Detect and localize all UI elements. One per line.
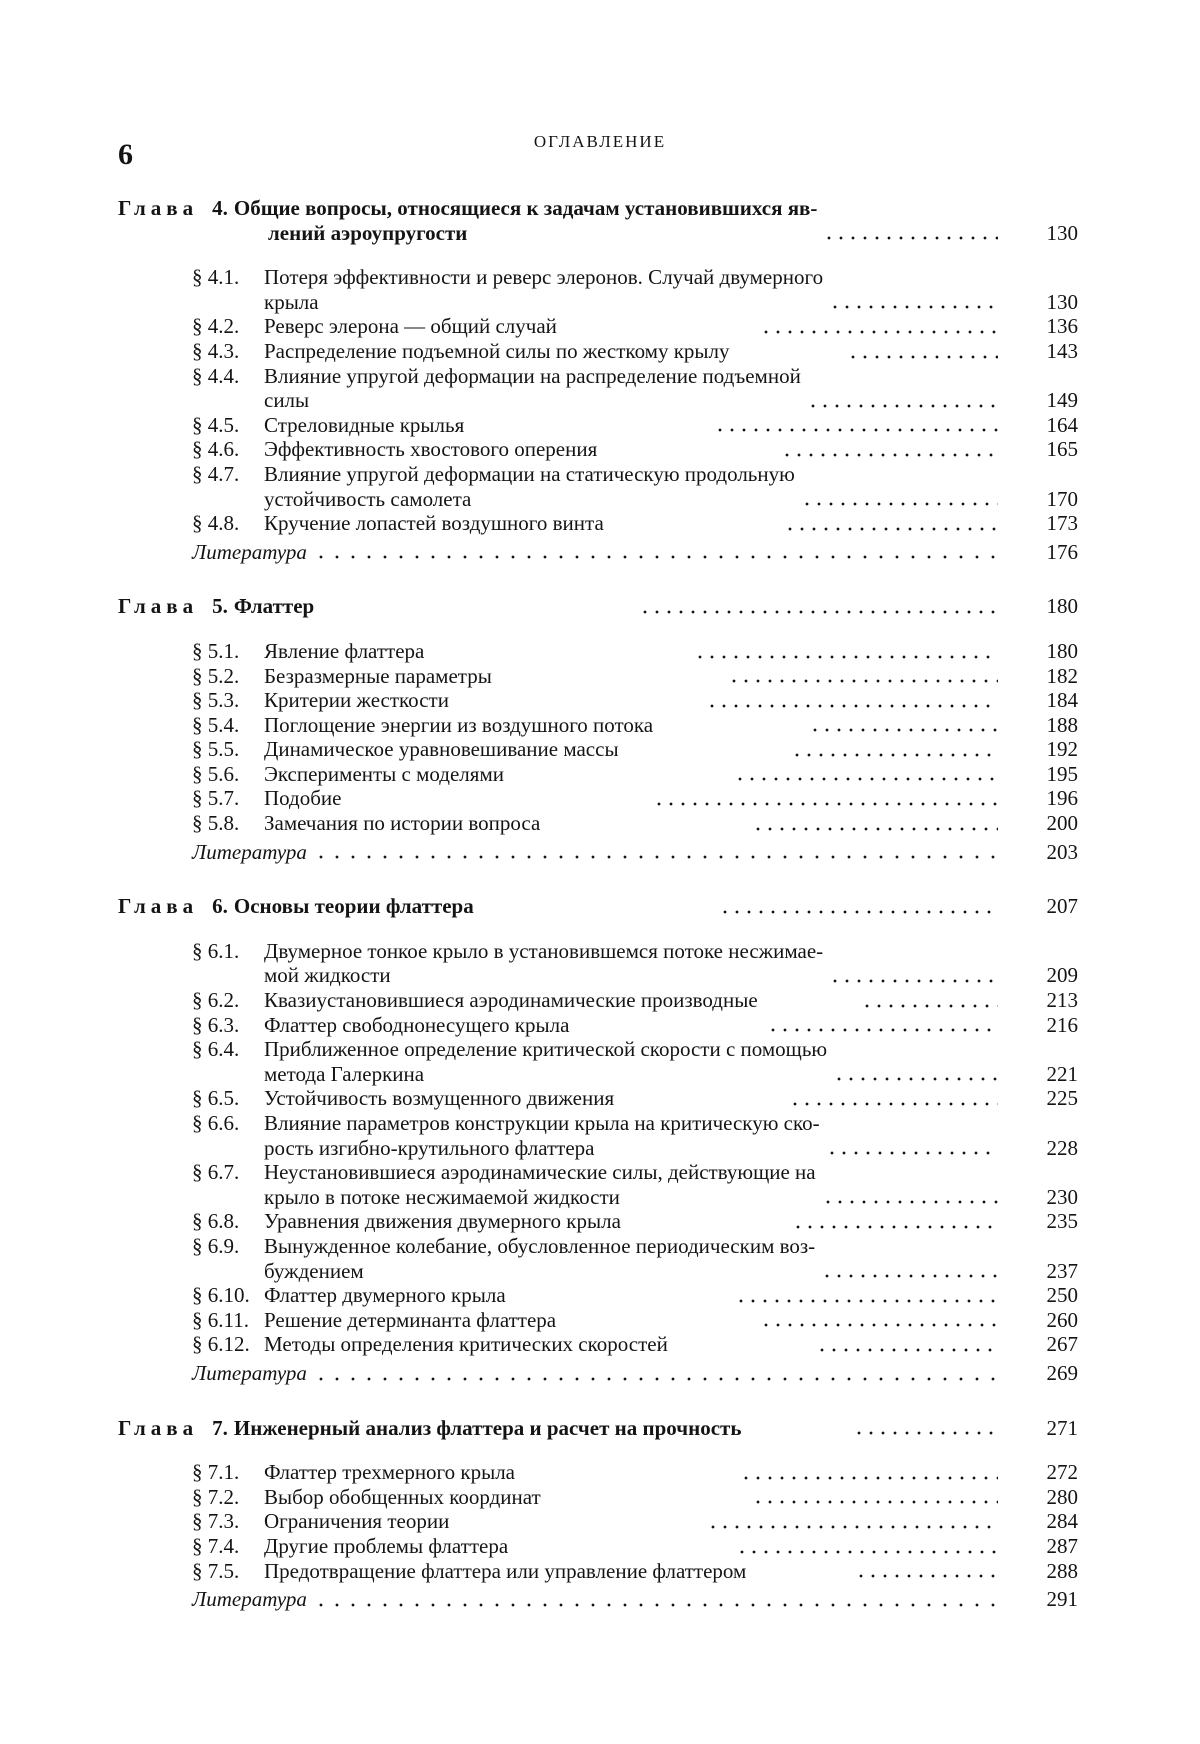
dot-leader (707, 1512, 998, 1530)
section-number: § 6.10. (192, 1283, 250, 1308)
page-ref: 225 (1046, 1086, 1078, 1111)
page-ref: 136 (1046, 314, 1078, 339)
page-ref: 237 (1046, 1258, 1078, 1283)
section-entry (118, 1460, 1078, 1485)
section-number: § 5.1. (192, 638, 240, 663)
section-entry (118, 437, 1078, 462)
dot-leader (791, 740, 998, 758)
page-ref: 250 (1046, 1283, 1078, 1308)
section-text (192, 713, 803, 738)
section-entry (118, 939, 1078, 988)
dot-leader (826, 1138, 998, 1156)
section-title: Критерии жесткости (264, 688, 449, 713)
page-ref: 196 (1046, 786, 1078, 811)
section-entry (118, 1234, 1078, 1283)
dot-leader (822, 1187, 998, 1205)
section-entry (118, 1037, 1078, 1086)
section-title: Распределение подъемной силы по жесткому крылу (264, 338, 730, 363)
section-entry (118, 1013, 1078, 1038)
section-entry (118, 462, 1078, 511)
section-title: Динамическое уравновешивание массы (264, 737, 619, 762)
section-number: § 6.5. (192, 1086, 240, 1111)
dot-leader (639, 597, 998, 615)
section-text (192, 413, 708, 438)
section-title: Вынужденное колебание, обусловленное периодическим воз- (264, 1233, 816, 1258)
chapter-block (118, 1416, 1078, 1612)
running-head: ОГЛАВЛЕНИЕ (533, 132, 667, 151)
dot-leader (801, 489, 998, 507)
section-title: Влияние упругой деформации на распределение подъемной (264, 363, 801, 388)
section-entry (118, 1534, 1078, 1559)
chapter-title: Флаттер (233, 594, 315, 619)
section-number: § 7.3. (192, 1509, 240, 1534)
section-text (192, 364, 801, 413)
dot-leader (752, 1487, 998, 1505)
chapter-block (118, 894, 1078, 1385)
section-number: § 5.3. (192, 688, 240, 713)
section-text (192, 314, 754, 339)
dot-leader (807, 391, 998, 409)
section-text (192, 1209, 786, 1234)
page-ref: 291 (1046, 1587, 1078, 1612)
page-ref: 149 (1046, 388, 1078, 413)
section-number: § 6.11. (192, 1307, 249, 1332)
section-title: Влияние параметров конструкции крыла на критическую ско- (264, 1111, 820, 1135)
section-number: § 5.8. (192, 811, 240, 836)
page-ref: 203 (1046, 839, 1078, 864)
section-text (192, 1485, 746, 1510)
section-entry (118, 1283, 1078, 1308)
dot-leader (829, 292, 998, 310)
section-title: Кручение лопастей воздушного винта (264, 511, 604, 536)
dot-leader (719, 897, 998, 915)
page-ref: 188 (1046, 712, 1078, 737)
literature-entry (118, 840, 1078, 865)
section-number: § 6.7. (192, 1160, 240, 1185)
section-number: § 4.2. (192, 314, 240, 339)
section-title: Реверс элерона — общий случай (264, 314, 557, 339)
dot-leader (740, 1463, 999, 1481)
page-ref: 165 (1046, 437, 1078, 462)
section-title-continued: метода Галеркина (264, 1061, 425, 1086)
section-title: Ограничения теории (264, 1509, 450, 1534)
section-number: § 6.3. (192, 1012, 240, 1037)
chapter-label: Глава (118, 594, 199, 619)
section-title: Неустановившиеся аэродинамические силы, действующие на (264, 1160, 816, 1185)
section-text (192, 265, 823, 314)
dot-leader (313, 842, 998, 860)
page-ref: 287 (1046, 1533, 1078, 1558)
dot-leader (781, 440, 998, 458)
page-ref: 130 (1046, 220, 1078, 245)
section-entry (118, 1509, 1078, 1534)
dot-leader (855, 1561, 998, 1579)
dot-leader (816, 1335, 998, 1353)
section-text (192, 811, 746, 836)
section-title: Устойчивость возмущенного движения (264, 1086, 615, 1111)
section-number: § 6.9. (192, 1233, 240, 1258)
section-text (192, 639, 688, 664)
section-entry (118, 1559, 1078, 1584)
page-ref: 280 (1046, 1484, 1078, 1509)
dot-leader (789, 1089, 998, 1107)
chapter-heading-text (118, 1416, 847, 1441)
dot-leader (760, 317, 998, 335)
section-entry (118, 1308, 1078, 1333)
page-ref: 267 (1046, 1332, 1078, 1357)
section-title-continued: буждением (264, 1258, 364, 1283)
section-text (192, 688, 700, 713)
section-entry (118, 688, 1078, 713)
dot-leader (784, 514, 998, 532)
chapter-block (118, 594, 1078, 864)
section-text (192, 1308, 754, 1333)
section-title: Стреловидные крылья (264, 412, 465, 437)
page-ref: 207 (1046, 894, 1078, 919)
page-ref: 271 (1046, 1415, 1078, 1440)
section-number: § 5.4. (192, 712, 240, 737)
section-text (192, 1111, 820, 1160)
chapter-heading-text (118, 894, 713, 919)
dot-leader (792, 1212, 998, 1230)
chapter-number: 4. (212, 196, 228, 220)
page-ref: 173 (1046, 511, 1078, 536)
section-text (192, 437, 775, 462)
section-number: § 7.1. (192, 1460, 240, 1485)
dot-leader (694, 642, 998, 660)
chapter-heading (118, 196, 1078, 245)
section-entry (118, 1209, 1078, 1234)
dot-leader (313, 542, 998, 560)
chapter-title: Инженерный анализ флаттера и расчет на прочность (233, 1415, 742, 1440)
section-text (192, 1460, 734, 1485)
section-number: § 4.8. (192, 511, 240, 536)
section-title: Флаттер двумерного крыла (264, 1283, 506, 1308)
section-title: Влияние упругой деформации на статическую продольную (264, 461, 795, 486)
dot-leader (706, 691, 998, 709)
section-number: § 5.2. (192, 663, 240, 688)
section-number: § 4.6. (192, 437, 240, 462)
section-title: Приближенное определение критической скорости с помощью (264, 1037, 828, 1062)
section-number: § 7.2. (192, 1484, 240, 1509)
section-text (192, 339, 841, 364)
dot-leader (735, 1286, 998, 1304)
section-text (192, 462, 795, 511)
section-number: § 4.1. (192, 265, 240, 290)
page-ref: 164 (1046, 412, 1078, 437)
section-title: Двумерное тонкое крыло в установившемся потоке несжимае- (264, 938, 824, 963)
dot-leader (752, 814, 998, 832)
page-ref: 221 (1046, 1061, 1078, 1086)
page-ref: 216 (1046, 1012, 1078, 1037)
section-text (192, 1332, 810, 1357)
dot-leader (736, 1537, 998, 1555)
section-title: Другие проблемы флаттера (264, 1533, 509, 1558)
section-text (192, 1037, 827, 1086)
section-title: Эффективность хвостового оперения (264, 437, 598, 462)
dot-leader (714, 415, 998, 433)
section-text (192, 1509, 701, 1534)
page-ref: 200 (1046, 811, 1078, 836)
chapter-title-continued: лений аэроупругости (268, 220, 468, 245)
section-number: § 4.4. (192, 363, 240, 388)
literature-label: Литература (192, 1360, 307, 1385)
page-ref: 228 (1046, 1135, 1078, 1160)
chapter-heading-text (118, 594, 633, 619)
section-entry (118, 339, 1078, 364)
section-text (192, 737, 785, 762)
section-entry (118, 511, 1078, 536)
section-entry (118, 1332, 1078, 1357)
literature-entry (118, 540, 1078, 565)
section-title: Предотвращение флаттера или управление флаттером (264, 1558, 747, 1583)
section-text (192, 1013, 761, 1038)
page-ref: 130 (1046, 289, 1078, 314)
section-number: § 6.1. (192, 938, 240, 963)
section-title-continued: крыло в потоке несжимаемой жидкости (264, 1184, 620, 1209)
page-ref: 195 (1046, 761, 1078, 786)
section-entry (118, 1111, 1078, 1160)
section-entry (118, 811, 1078, 836)
section-title: Эксперименты с моделями (264, 761, 504, 786)
dot-leader (728, 666, 998, 684)
chapter-heading-text (118, 196, 817, 245)
chapter-number: 7. (212, 1415, 228, 1440)
section-title-continued: рость изгибно-крутильного флаттера (264, 1135, 595, 1160)
page-number: 6 (118, 138, 133, 171)
section-text (192, 1234, 815, 1283)
chapter-label: Глава (118, 1415, 199, 1440)
section-text (192, 1086, 783, 1111)
section-entry (118, 786, 1078, 811)
section-title-continued: крыла (264, 289, 319, 314)
section-entry (118, 1086, 1078, 1111)
page-ref: 143 (1046, 338, 1078, 363)
chapter-block (118, 196, 1078, 564)
page-ref: 180 (1046, 638, 1078, 663)
dot-leader (823, 223, 998, 241)
chapter-label: Глава (118, 196, 199, 220)
dot-leader (809, 715, 998, 733)
chapter-title: Основы теории флаттера (233, 894, 474, 919)
section-number: § 6.8. (192, 1209, 240, 1234)
chapter-heading (118, 1416, 1078, 1441)
page-ref: 213 (1046, 988, 1078, 1013)
section-title: Безразмерные параметры (264, 663, 492, 688)
section-text (192, 664, 722, 689)
section-number: § 6.6. (192, 1111, 240, 1135)
dot-leader (853, 1418, 998, 1436)
section-text (192, 1283, 729, 1308)
page-ref: 184 (1046, 688, 1078, 713)
section-title-continued: устойчивость самолета (264, 486, 472, 511)
dot-leader (829, 966, 998, 984)
section-title: Квазиустановившиеся аэродинамические производные (264, 988, 758, 1013)
section-entry (118, 1160, 1078, 1209)
section-entry (118, 762, 1078, 787)
dot-leader (861, 991, 998, 1009)
section-text (192, 939, 823, 988)
section-text (192, 511, 778, 536)
section-entry (118, 265, 1078, 314)
section-title: Флаттер свободнонесущего крыла (264, 1012, 570, 1037)
dot-leader (767, 1015, 998, 1033)
section-title: Методы определения критических скоростей (264, 1332, 668, 1357)
section-title-continued: силы (264, 388, 310, 413)
dot-leader (734, 764, 998, 782)
chapter-label: Глава (118, 894, 199, 919)
section-title: Решение детерминанта флаттера (264, 1307, 557, 1332)
page-ref: 260 (1046, 1307, 1078, 1332)
literature-entry (118, 1361, 1078, 1386)
section-number: § 4.7. (192, 461, 240, 486)
dot-leader (653, 789, 998, 807)
section-number: § 6.2. (192, 988, 240, 1013)
dot-leader (760, 1310, 998, 1328)
chapter-heading (118, 894, 1078, 919)
page-ref: 170 (1046, 486, 1078, 511)
section-entry (118, 1485, 1078, 1510)
section-number: § 5.6. (192, 761, 240, 786)
section-text (192, 1160, 816, 1209)
page-ref: 176 (1046, 539, 1078, 564)
chapter-number: 6. (212, 894, 228, 919)
page-ref: 269 (1046, 1360, 1078, 1385)
literature-label: Литература (192, 1587, 307, 1612)
literature-entry (118, 1587, 1078, 1612)
literature-label: Литература (192, 539, 307, 564)
section-title: Подобие (264, 786, 342, 811)
chapter-heading (118, 594, 1078, 619)
section-text (192, 988, 855, 1013)
section-entry (118, 314, 1078, 339)
literature-label: Литература (192, 839, 307, 864)
section-entry (118, 664, 1078, 689)
section-text (192, 1534, 730, 1559)
section-entry (118, 737, 1078, 762)
chapter-number: 5. (212, 594, 228, 619)
dot-leader (847, 342, 998, 360)
page-ref: 284 (1046, 1509, 1078, 1534)
section-title: Флаттер трехмерного крыла (264, 1460, 516, 1485)
section-title: Выбор обобщенных координат (264, 1484, 541, 1509)
section-number: § 6.12. (192, 1332, 250, 1357)
chapter-title: Общие вопросы, относящиеся к задачам установившихся яв- (233, 196, 818, 220)
page-ref: 182 (1046, 663, 1078, 688)
page-ref: 192 (1046, 737, 1078, 762)
section-number: § 5.5. (192, 737, 240, 762)
section-title-continued: мой жидкости (264, 963, 391, 988)
section-number: § 5.7. (192, 786, 240, 811)
section-title: Поглощение энергии из воздушного потока (264, 712, 654, 737)
section-number: § 7.4. (192, 1533, 240, 1558)
section-entry (118, 988, 1078, 1013)
section-text (192, 1559, 849, 1584)
section-text (192, 762, 728, 787)
page-ref: 288 (1046, 1558, 1078, 1583)
section-entry (118, 639, 1078, 664)
dot-leader (313, 1364, 998, 1382)
page-ref: 209 (1046, 963, 1078, 988)
section-number: § 4.5. (192, 412, 240, 437)
page-ref: 180 (1046, 594, 1078, 619)
page-ref: 230 (1046, 1184, 1078, 1209)
section-title: Явление флаттера (264, 638, 425, 663)
section-entry (118, 413, 1078, 438)
page-ref: 235 (1046, 1209, 1078, 1234)
dot-leader (821, 1261, 998, 1279)
section-number: § 6.4. (192, 1037, 240, 1062)
section-title: Замечания по истории вопроса (264, 811, 541, 836)
section-entry (118, 364, 1078, 413)
section-text (192, 786, 647, 811)
dot-leader (313, 1590, 998, 1608)
section-number: § 7.5. (192, 1558, 240, 1583)
page-ref: 272 (1046, 1460, 1078, 1485)
table-of-contents (118, 196, 1078, 1642)
section-entry (118, 713, 1078, 738)
section-title: Потеря эффективности и реверс элеронов. Случай двумерного (264, 265, 824, 290)
section-title: Уравнения движения двумерного крыла (264, 1209, 621, 1234)
dot-leader (833, 1064, 998, 1082)
section-number: § 4.3. (192, 338, 240, 363)
